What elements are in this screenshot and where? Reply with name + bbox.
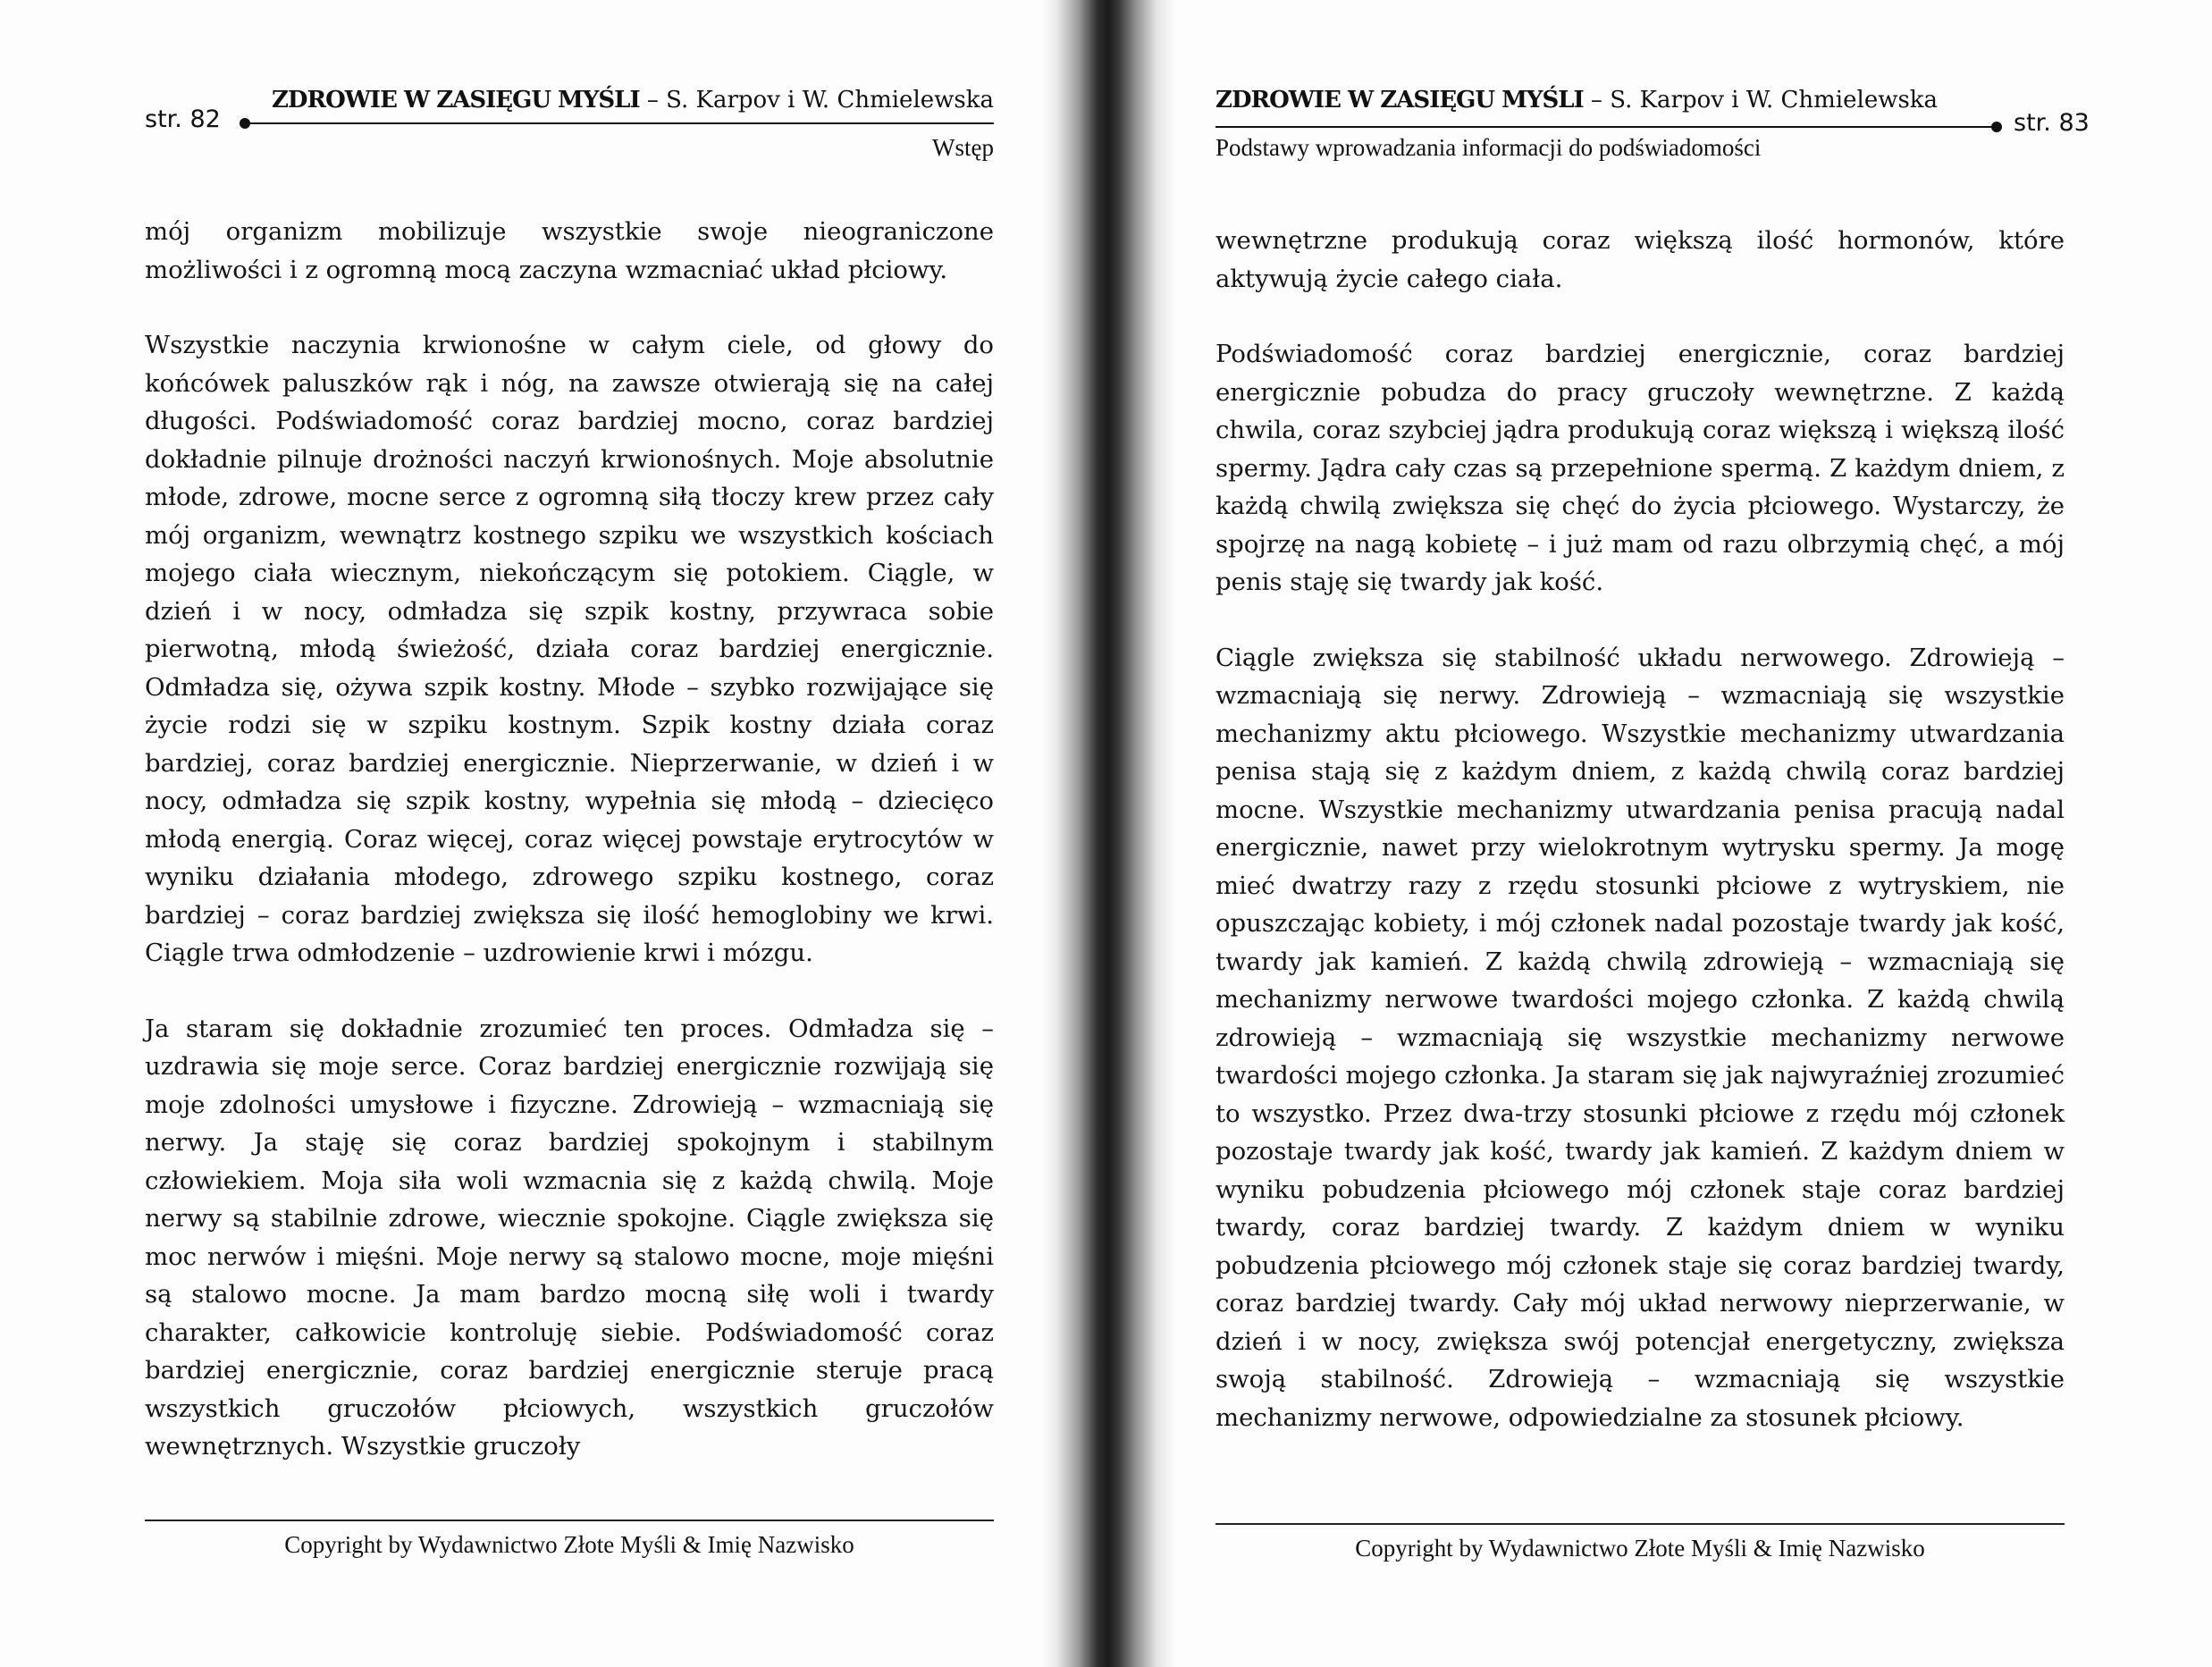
running-header xyxy=(1215,87,1938,114)
book-title: ZDROWIE W ZASIĘGU MYŚLI xyxy=(1215,87,1584,114)
header-rule xyxy=(248,122,994,124)
book-gutter xyxy=(1041,0,1175,1667)
header-title-line xyxy=(1215,87,1938,114)
book-authors: – S. Karpov i W. Chmielewska xyxy=(639,87,994,114)
book-title: ZDROWIE W ZASIĘGU MYŚLI xyxy=(271,87,640,114)
paragraph: Ciągle zwiększa się stabilność układu nerwowego. Zdrowieją – wzmacniają się nerwy. Zdrowieją – wzmacniają się wszystkie mechanizmy aktu płciowego. Wszystkie mechanizmy utwardzania penisa stają się z każdym dniem, z każdą chwilą coraz bardziej mocne. Wszystkie mechanizmy utwardzania penisa pracują nadal energicznie, nawet przy wielokrotnym wytrysku spermy. Ja mogę mieć dwatrzy razy z rzędu stosunki płciowe z wytryskiem, nie opuszczając kobiety, i mój członek nadal pozostaje twardy jak kość, twardy jak kamień. Z każdą chwilą zdrowieją – wzmacniają się mechanizmy nerwowe twardości mojego członka. Z każdą chwilą zdrowieją – wzmacniają się wszystkie mechanizmy nerwowe twardości mojego członka. Ja staram się jak najwyraźniej zrozumieć to wszystko. Przez dwa-trzy stosunki płciowe z rzędu mój członek pozostaje twardy jak kość, twardy jak kamień. Z każdym dniem w wyniku pobudzenia płciowego mój członek staje coraz bardziej twardy, coraz bardziej twardy. Z każdym dniem w wyniku pobudzenia płciowego mój członek staje się coraz bardziej twardy, coraz bardziej twardy. Cały mój układ nerwowy nieprzerwanie, w dzień i w nocy, zwiększa swój potencjał energetyczny, zwiększa swoją stabilność. Zdrowieją – wzmacniają się wszystkie mechanizmy nerwowe, odpowiedzialne za stosunek płciowy. xyxy=(1215,643,2065,1432)
header-bullet xyxy=(1991,122,2002,132)
header-rule xyxy=(1215,126,1996,128)
running-header xyxy=(272,87,994,114)
paragraph: wewnętrzne produkują coraz większą ilość hormonów, które aktywują życie całego ciała. xyxy=(1215,226,2065,293)
paragraph: mój organizm mobilizuje wszystkie swoje nieograniczone możliwości i z ogromną mocą zaczyna wzmacniać układ płciowy. xyxy=(145,217,994,284)
left-page xyxy=(0,0,1041,1667)
page-body xyxy=(145,213,994,1503)
footer-rule xyxy=(145,1520,994,1521)
page-body xyxy=(1215,222,2065,1474)
paragraph: Wszystkie naczynia krwionośne w całym ciele, od głowy do końcówek paluszków rąk i nóg, na zawsze otwierają się na całej długości. Podświadomość coraz bardziej mocno, coraz bardziej dokładnie pilnuje drożności naczyń krwionośnych. Moje absolutnie młode, zdrowe, mocne serce z ogromną siłą tłoczy krew przez cały mój organizm, wewnątrz kostnego szpiku we wszystkich kościach mojego ciała wiecznym, niekończącym się potokiem. Ciągle, w dzień i w nocy, odmładza się szpik kostny, przywraca sobie pierwotną, młodą świeżość, działa coraz bardziej energicznie. Odmładza się, ożywa szpik kostny. Młode – szybko rozwijające się życie rodzi się w szpiku kostnym. Szpik kostny działa coraz bardziej, coraz bardziej energicznie. Nieprzerwanie, w dzień i w nocy, odmładza się szpik kostny, wypełnia się młodą – dziecięco młodą energią. Coraz więcej, coraz więcej powstaje erytrocytów w wyniku działania młodego, zdrowego szpiku kostnego, coraz bardziej – coraz bardziej zwiększa się ilość hemoglobiny we krwi. Ciągle trwa odmłodzenie – uzdrowienie krwi i mózgu. xyxy=(145,331,994,967)
right-page xyxy=(1175,0,2212,1667)
page-number: str. 83 xyxy=(2014,109,2090,137)
section-title: Wstęp xyxy=(932,134,994,161)
page-number: str. 82 xyxy=(145,105,221,133)
page-footer: Copyright by Wydawnictwo Złote Myśli & Imię Nazwisko xyxy=(1355,1535,1925,1562)
page-footer: Copyright by Wydawnictwo Złote Myśli & Imię Nazwisko xyxy=(284,1531,854,1558)
section-title: Podstawy wprowadzania informacji do podświadomości xyxy=(1215,134,1762,161)
paragraph: Ja staram się dokładnie zrozumieć ten proces. Odmładza się – uzdrawia się moje serce. Coraz bardziej energicznie rozwijają się moje zdolności umysłowe i fizyczne. Zdrowieją – wzmacniają się nerwy. Ja staję się coraz bardziej spokojnym i stabilnym człowiekiem. Moja siła woli wzmacnia się z każdą chwilą. Moje nerwy są stabilnie zdrowe, wiecznie spokojne. Ciągle zwiększa się moc nerwów i mięśni. Moje nerwy są stalowo mocne, moje mięśni są stalowo mocne. Ja mam bardzo mocną siłę woli i twardy charakter, całkowicie kontroluję siebie. Podświadomość coraz bardziej energicznie, coraz bardziej energicznie steruje pracą wszystkich gruczołów płciowych, wszystkich gruczołów wewnętrznych. Wszystkie gruczoły xyxy=(145,1014,994,1461)
paragraph: Podświadomość coraz bardziej energicznie, coraz bardziej energicznie pobudza do pracy gruczoły wewnętrzne. Z każdą chwila, coraz szybciej jądra produkują coraz większą i większą ilość spermy. Jądra cały czas są przepełnione spermą. Z każdym dniem, z każdą chwilą zwiększa się chęć do życia płciowego. Wystarczy, że spojrzę na nagą kobietę – i już mam od razu olbrzymią chęć, a mój penis staję się twardy jak kość. xyxy=(1215,340,2065,596)
footer-rule xyxy=(1215,1523,2065,1525)
book-authors: – S. Karpov i W. Chmielewska xyxy=(1583,87,1939,114)
header-title-line xyxy=(272,87,994,114)
